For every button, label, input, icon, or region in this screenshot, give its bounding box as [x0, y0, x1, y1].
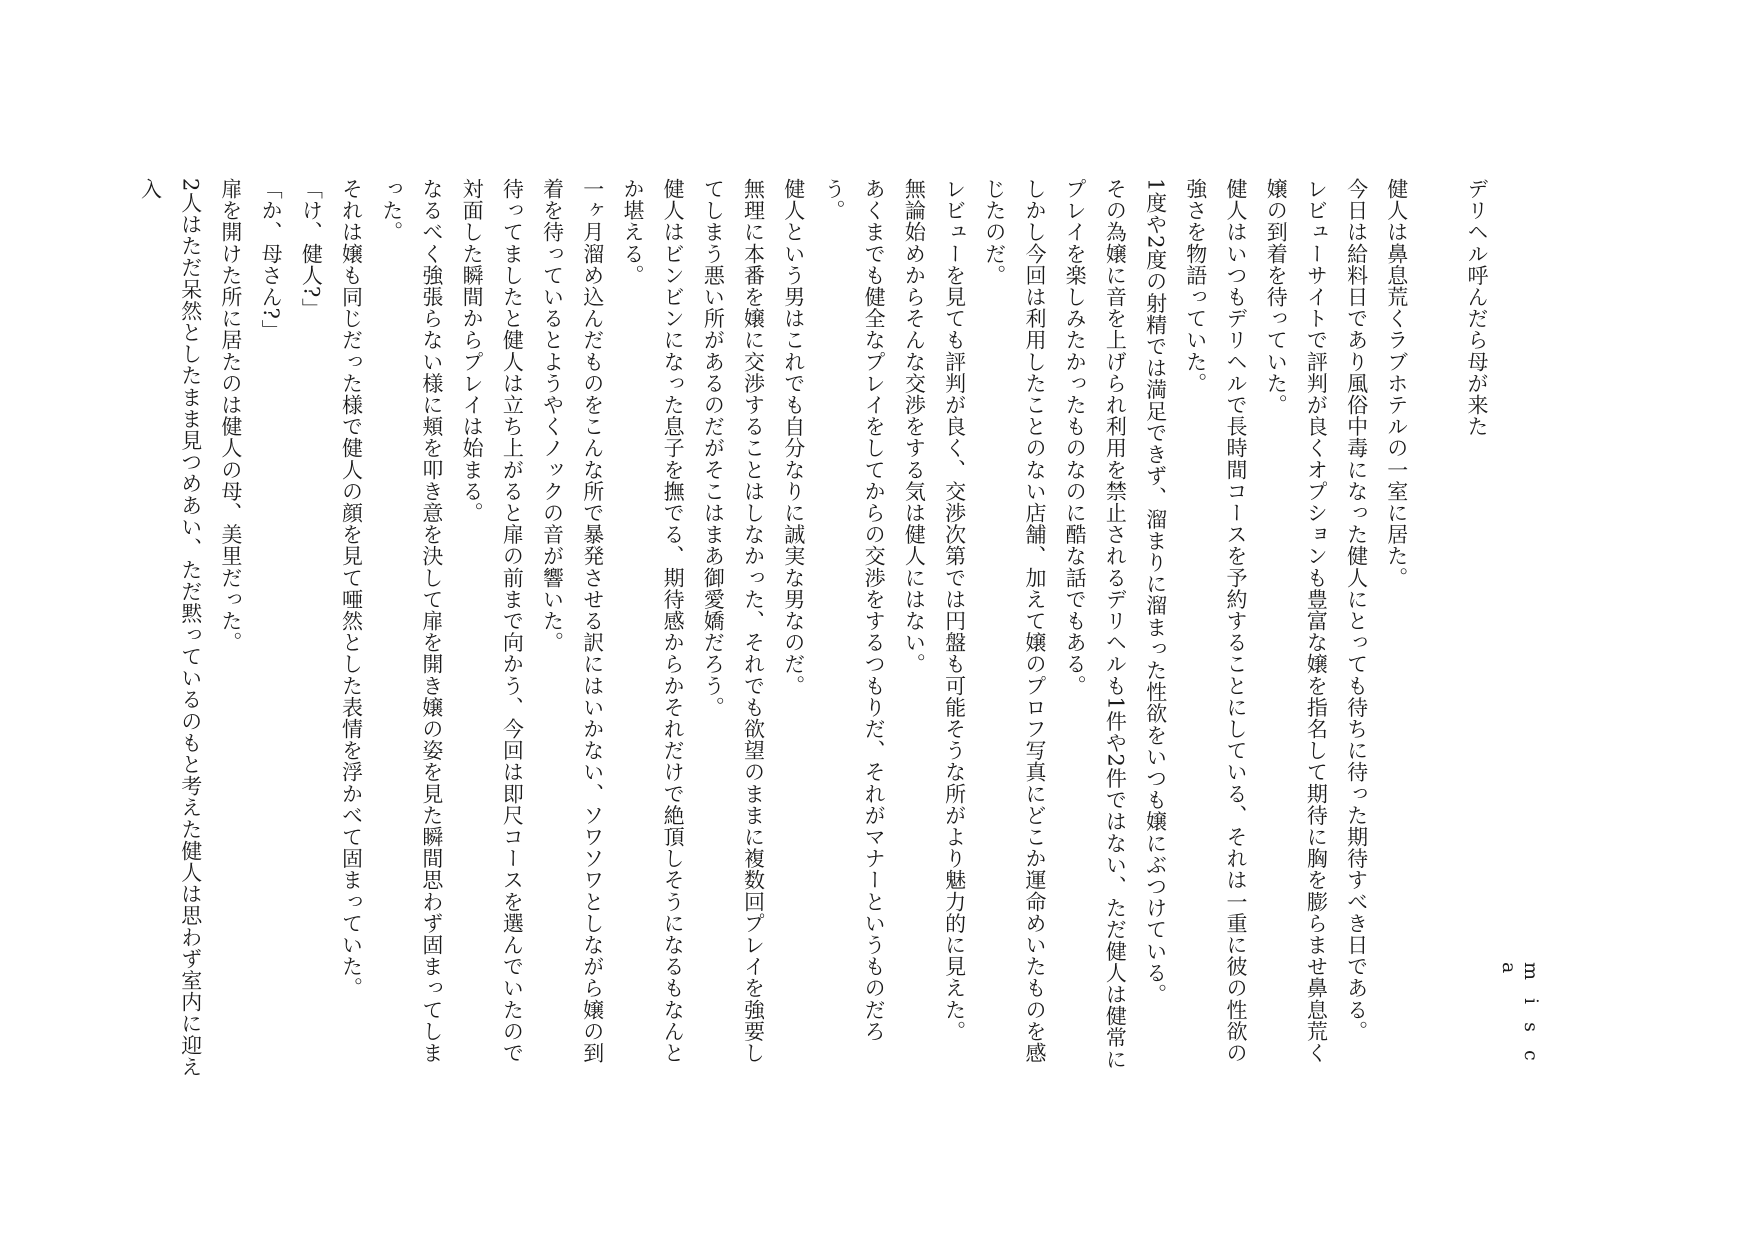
paragraph: 2人はただ呆然としたまま見つめあい、ただ黙っているのもと考えた健人は思わず室内に迎え入 — [138, 178, 203, 1078]
paragraph: レビューサイトで評判が良くオプションも豊富な嬢を指名して期待に胸を膨らませ鼻息荒く嬢の到着を待っていた。 — [1264, 178, 1329, 1064]
paragraph: 無論始めからそんな交渉をする気は健人にはない。 — [902, 178, 927, 675]
dialogue-line: 「か、母さん?」 — [259, 178, 284, 342]
paragraph: その為嬢に音を上げられ利用を禁止されるデリヘルも1件や2件ではない、ただ健人は健常にプレイを楽しみたかったものなのに酷な話でもある。 — [1063, 178, 1128, 1070]
story-body — [138, 178, 1497, 1078]
paragraph: 健人は鼻息荒くラブホテルの一室に居た。 — [1384, 178, 1409, 589]
author-name: m i s c a — [1498, 962, 1542, 1067]
paragraph: 健人はいつもデリヘルで長時間コースを予約することにしている、それは一重に彼の性欲の強さを物語っていた。 — [1183, 178, 1248, 1064]
paragraph: なるべく強張らない様に頬を叩き意を決して扉を開き嬢の姿を見た瞬間思わず固まってしまった。 — [379, 178, 444, 1064]
paragraph: レビューを見ても評判が良く、交渉次第では円盤も可能そうな所がより魅力的に見えた。 — [942, 178, 967, 1042]
paragraph: 健人はビンビンになった息子を撫でる、期待感からかそれだけで絶頂しそうになるもなんとか堪える。 — [620, 178, 686, 1064]
paragraph: 待ってましたと健人は立ち上がると扉の前まで向かう、今回は即尺コースを選んでいたので対面した瞬間からプレイは始まる。 — [460, 178, 525, 1064]
paragraph: あくまでも健全なプレイをしてからの交渉をするつもりだ、それがマナーというものだろう。 — [821, 178, 887, 1042]
paragraph: 無理に本番を嬢に交渉することはしなかった、それでも欲望のままに複数回プレイを強要してしまう悪い所があるのだがそこはまあ御愛嬌だろう。 — [701, 178, 766, 1064]
paragraph: 扉を開けた所に居たのは健人の母、美里だった。 — [218, 178, 243, 654]
dialogue-line: 「け、健人?」 — [299, 178, 324, 320]
paragraph: 1度や2度の射精では満足できず、溜まりに溜まった性欲をいつも嬢にぶつけている。 — [1143, 178, 1168, 1006]
paragraph: しかし今回は利用したことのない店舗、加えて嬢のプロフ写真にどこか運命めいたものを感じたのだ。 — [982, 178, 1047, 1064]
paragraph: 今日は給料日であり風俗中毒になった健人にとっても待ちに待った期待すべき日である。 — [1344, 178, 1369, 1042]
paragraph: それは嬢も同じだった様で健人の顔を見て唖然とした表情を浮かべて固まっていた。 — [339, 178, 364, 999]
story-title: デリヘル呼んだら母が来た — [1465, 178, 1489, 438]
paragraph: 健人という男はこれでも自分なりに誠実な男なのだ。 — [781, 178, 806, 697]
paragraph: 一ヶ月溜め込んだものをこんな所で暴発させる訳にはいかない、ソワソワとしながら嬢の到着を待っているとようやくノックの音が響いた。 — [540, 178, 605, 1064]
